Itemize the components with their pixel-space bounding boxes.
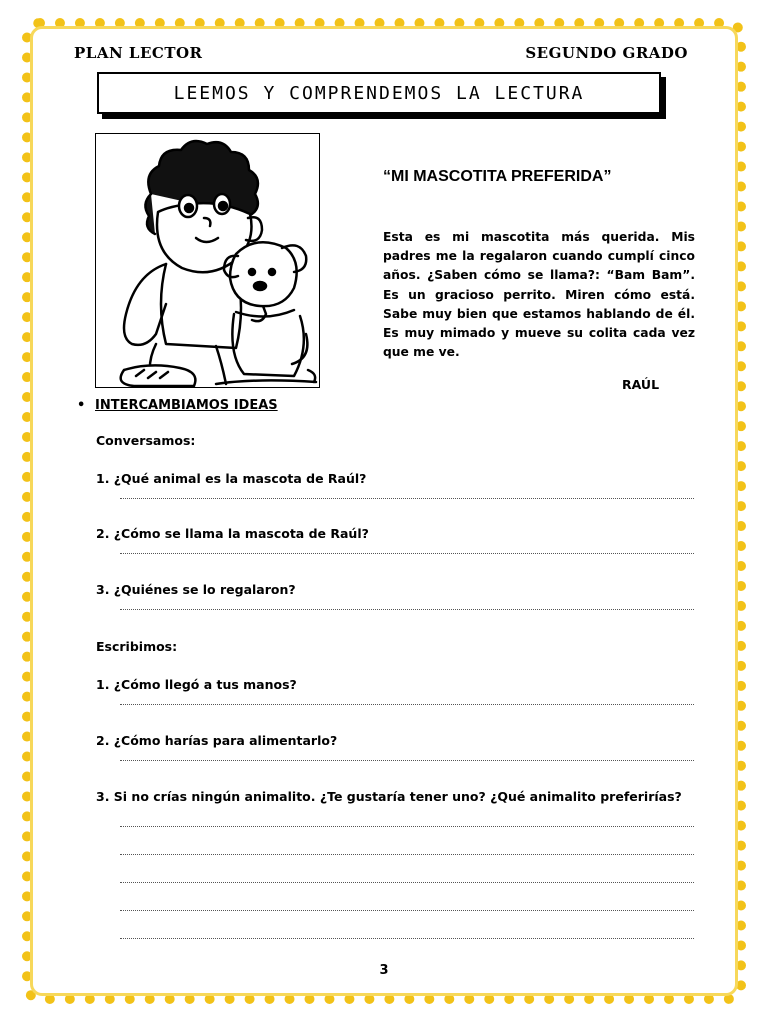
answer-line[interactable]: [120, 760, 694, 761]
story-author: RAÚL: [622, 377, 660, 392]
section-title: INTERCAMBIAMOS IDEAS: [95, 398, 278, 413]
story-text: Esta es mi mascotita más querida. Mis padres me la regalaron cuando cumplí cinco años. ¿Saben cómo se llama?: “Bam Bam”. Es un gracioso perrito. Miren cómo está. Sabe muy bien que estamos hablando de él. Es muy mimado y mueve su colita cada vez que me ve.: [383, 230, 695, 360]
escribimos-question-2: 2. ¿Cómo harías para alimentarlo?: [96, 733, 338, 748]
answer-line[interactable]: [120, 854, 694, 855]
illustration-drawing: [96, 134, 319, 387]
answer-line[interactable]: [120, 938, 694, 939]
boy-with-puppy-illustration: [95, 133, 320, 388]
answer-line[interactable]: [120, 910, 694, 911]
answer-line[interactable]: [120, 609, 694, 610]
escribimos-label: Escribimos:: [96, 639, 178, 654]
answer-line[interactable]: [120, 498, 694, 499]
conversamos-question-2: 2. ¿Cómo se llama la mascota de Raúl?: [96, 526, 369, 541]
page-title: LEEMOS Y COMPRENDEMOS LA LECTURA: [173, 82, 585, 104]
story-title: “MI MASCOTITA PREFERIDA”: [383, 168, 612, 185]
conversamos-question-3: 3. ¿Quiénes se lo regalaron?: [96, 582, 296, 597]
conversamos-question-1: 1. ¿Qué animal es la mascota de Raúl?: [96, 471, 367, 486]
conversamos-label: Conversamos:: [96, 433, 196, 448]
header-left: PLAN LECTOR: [74, 44, 203, 62]
answer-line[interactable]: [120, 826, 694, 827]
page-number: 3: [379, 963, 389, 978]
answer-line[interactable]: [120, 704, 694, 705]
section-heading: [77, 398, 278, 413]
bullet: •: [77, 398, 86, 413]
title-box: [97, 72, 661, 114]
escribimos-question-3: 3. Si no crías ningún animalito. ¿Te gustaría tener uno? ¿Qué animalito preferirías?: [96, 789, 682, 804]
header-right: SEGUNDO GRADO: [525, 44, 688, 62]
escribimos-question-1: 1. ¿Cómo llegó a tus manos?: [96, 677, 297, 692]
answer-line[interactable]: [120, 882, 694, 883]
answer-line[interactable]: [120, 553, 694, 554]
